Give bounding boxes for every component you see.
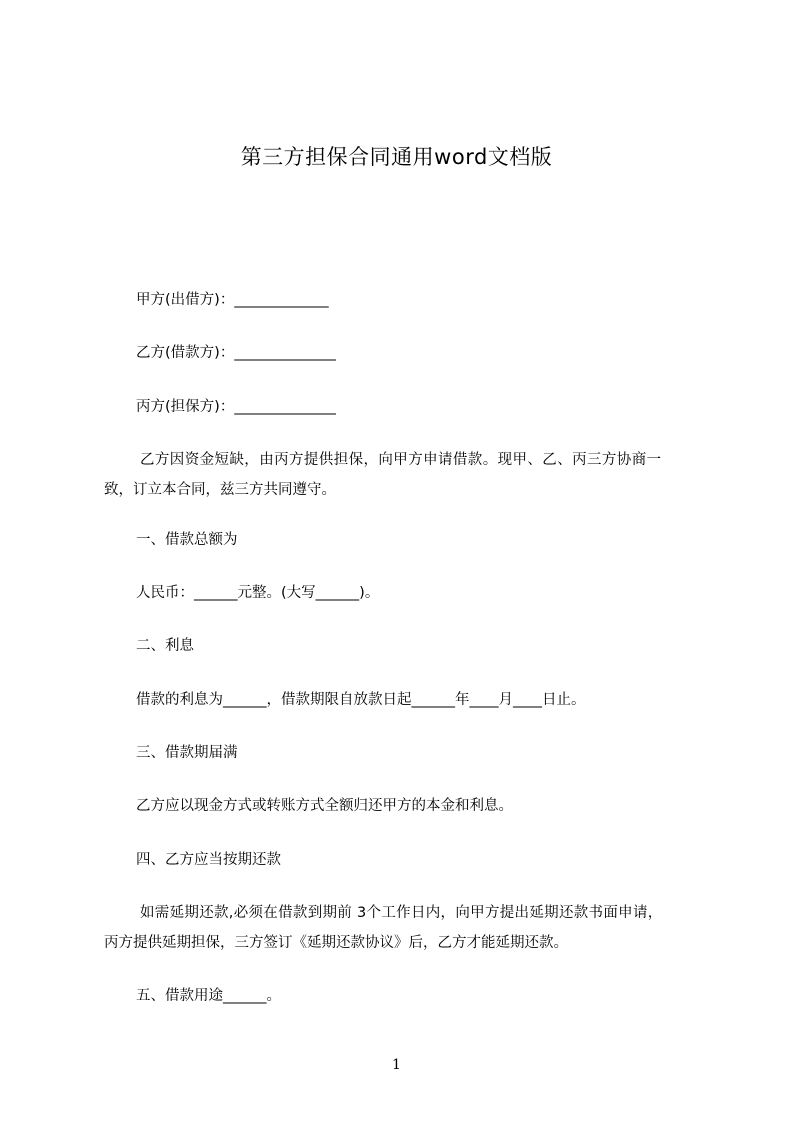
section-4-line-1: 如需延期还款,必须在借款到期前 3个工作日内，向甲方提出延期还款书面申请， <box>140 905 663 921</box>
section-3-heading: 三、借款期届满 <box>136 745 238 761</box>
intro-line-1: 乙方因资金短缺，由丙方提供担保，向甲方申请借款。现甲、乙、丙三方协商一 <box>140 452 662 468</box>
section-4-line-2: 丙方提供延期担保，三方签订《延期还款协议》后，乙方才能延期还款。 <box>104 935 568 951</box>
section-1-heading: 一、借款总额为 <box>136 532 238 548</box>
section-1-body: 人民币：______元整。(大写______)。 <box>136 585 380 601</box>
party-c-line: 丙方(担保方)：______________ <box>136 399 336 415</box>
section-5-heading: 五、借款用途______。 <box>136 988 281 1004</box>
section-3-body: 乙方应以现金方式或转账方式全额归还甲方的本金和利息。 <box>136 798 513 814</box>
intro-line-2: 致，订立本合同，兹三方共同遵守。 <box>104 482 336 498</box>
document-title: 第三方担保合同通用word文档版 <box>240 145 553 169</box>
page-number: 1 <box>392 1057 401 1073</box>
party-a-line: 甲方(出借方)：_____________ <box>136 292 329 308</box>
section-4-heading: 四、乙方应当按期还款 <box>136 852 281 868</box>
section-2-body: 借款的利息为______，借款期限自放款日起______年____月____日止。 <box>136 692 586 708</box>
section-2-heading: 二、利息 <box>136 638 194 654</box>
party-b-line: 乙方(借款方)：______________ <box>136 345 336 361</box>
